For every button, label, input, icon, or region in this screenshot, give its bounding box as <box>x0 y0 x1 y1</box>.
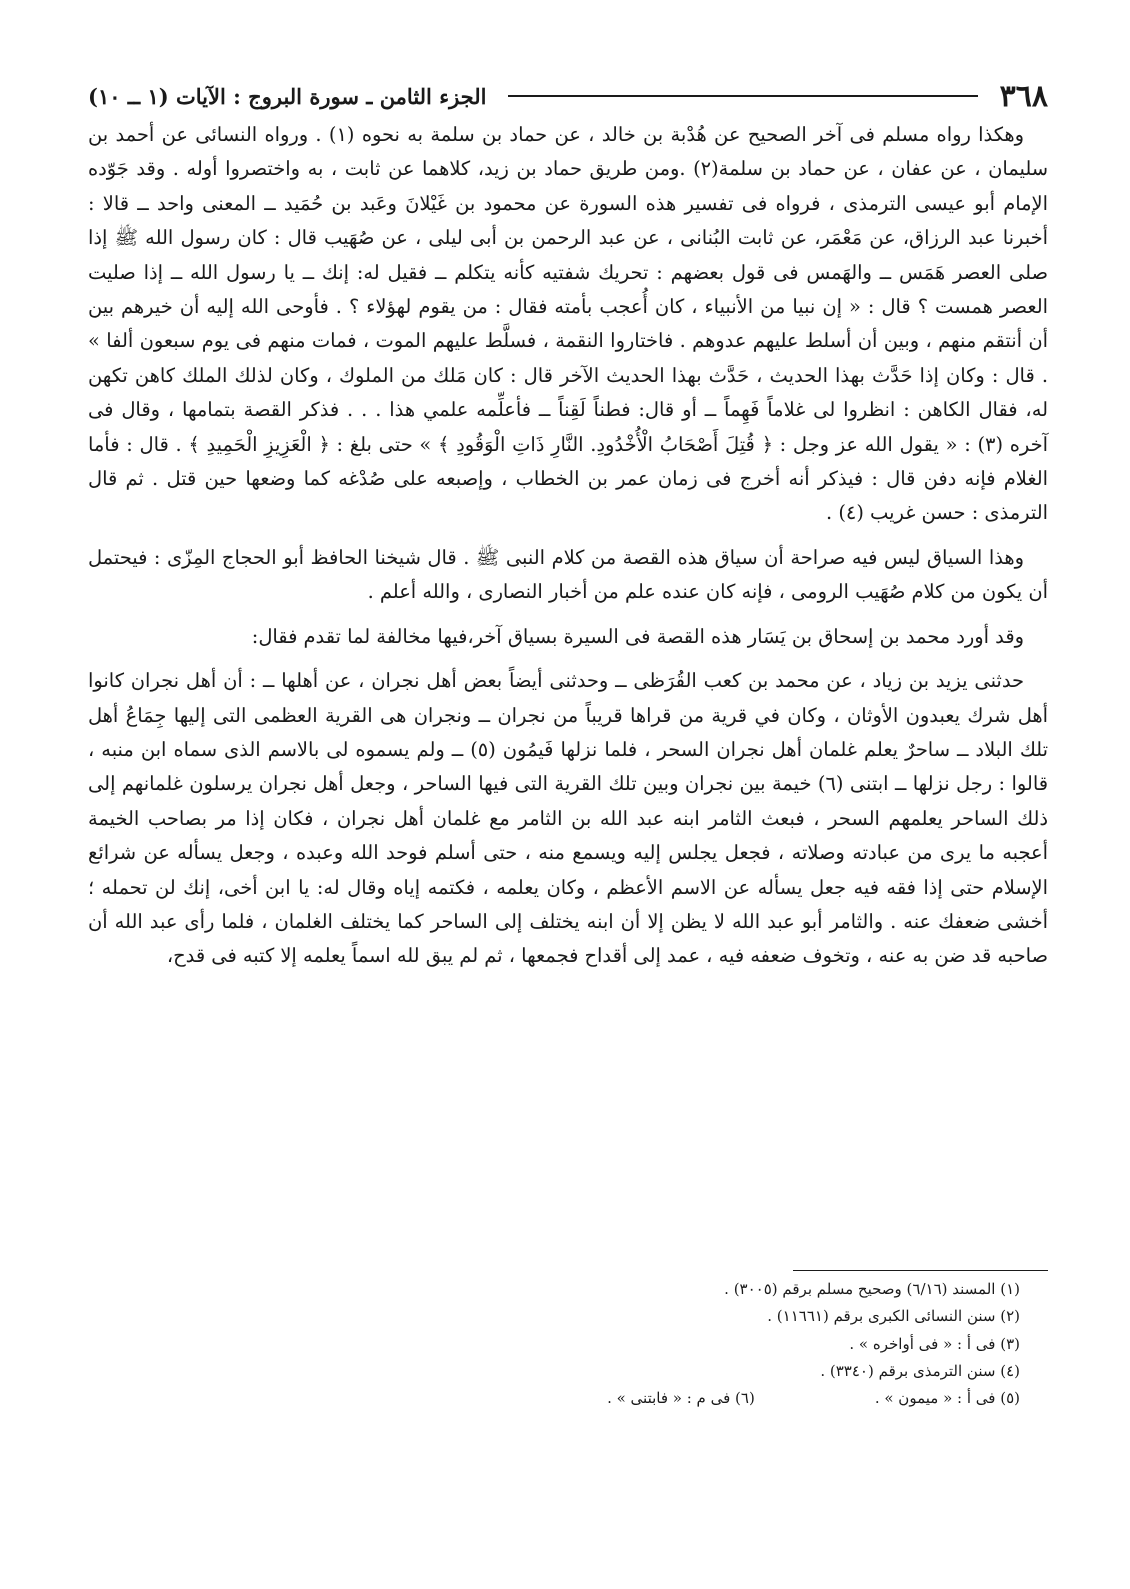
main-text <box>88 118 1048 974</box>
footnote: (٦) فى م : « فابتنى » . <box>607 1389 755 1408</box>
footnotes <box>88 1276 1048 1412</box>
page-number: ٣٦٨ <box>999 78 1048 114</box>
header-rule <box>508 95 977 97</box>
footnote: (٥) فى أ : « ميمون » . <box>874 1389 1020 1408</box>
footnote: (٣) فى أ : « فى أواخره » . <box>849 1334 1020 1353</box>
footnote: (٢) سنن النسائى الكبرى برقم (١١٦٦١) . <box>767 1307 1020 1326</box>
running-title: الجزء الثامن ـ سورة البروج : الآيات (١ ــ ١٠) <box>88 83 487 109</box>
footnote-row <box>88 1385 1048 1412</box>
page-header <box>88 74 1048 118</box>
paragraph: وهكذا رواه مسلم فى آخر الصحيح عن هُدْبة بن خالد ، عن حماد بن سلمة به نحوه (١) . ورواه النسائى عن أحمد بن سليمان ، عن عفان ، عن حماد بن سلمة(٢) .ومن طريق حماد بن زيد، كلاهما عن ثابت ، به واختصروا أوله . وقد جَوّده الإمام أبو عيسى الترمذى ، فرواه فى تفسير هذه السورة عن محمود بن غَيْلانَ وعَبد بن حُمَيد ــ المعنى واحد ــ قالا : أخبرنا عبد الرزاق، عن مَعْمَر، عن ثابت البُنانى ، عن عبد الرحمن بن أبى ليلى ، عن صُهَيب قال : كان رسول الله ﷺ إذا صلى العصر هَمَس ــ والهَمس فى قول بعضهم : تحريك شفتيه كأنه يتكلم ــ فقيل له: إنك ــ يا رسول الله ــ إذا صليت العصر همست ؟ قال : « إن نبيا من الأنبياء ، كان أُعجب بأمته فقال : من يقوم لهؤلاء ؟ . فأوحى الله إليه أن خيرهم بين أن أنتقم منهم ، وبين أن أسلط عليهم عدوهم . فاختاروا النقمة ، فسلَّط عليهم الموت ، فمات منهم فى يوم سبعون ألفا » . قال : وكان إذا حَدَّث بهذا الحديث ، حَدَّث بهذا الحديث الآخر قال : كان مَلك من الملوك ، وكان لذلك الملك كاهن تكهن له، فقال الكاهن : انظروا لى غلاماً فَهِماً ــ أو قال: فطناً لَقِناً ــ فأعلِّمه علمي هذا . . . فذكر القصة بتمامها ، وقال فى آخره (٣) : « يقول الله عز وجل : ﴿ قُتِلَ أَصْحَابُ الْأُخْدُودِ. النَّارِ ذَاتِ الْوَقُودِ ﴾ » حتى بلغ : ﴿ الْعَزِيزِ الْحَمِيدِ ﴾ . قال : فأما الغلام فإنه دفن قال : فيذكر أنه أخرج فى زمان عمر بن الخطاب ، وإصبعه على صُدْغه كما وضعها حين قتل . ثم قال الترمذى : حسن غريب (٤) . <box>88 123 1049 525</box>
paragraph: وقد أورد محمد بن إسحاق بن يَسَار هذه القصة فى السيرة بسياق آخر،فيها مخالفة لما تقدم فقال: <box>251 624 1024 648</box>
paragraph: حدثنى يزيد بن زياد ، عن محمد بن كعب القُرَظى ــ وحدثنى أيضاً بعض أهل نجران ، عن أهلها ــ : أن أهل نجران كانوا أهل شرك يعبدون الأوثان ، وكان في قرية من قراها قريباً من نجران ــ ونجران هى القرية العظمى التى إليها جِمَاعُ أهل تلك البلاد ــ ساحرٌ يعلم غلمان أهل نجران السحر ، فلما نزلها فَيمُون (٥) ــ ولم يسموه لى بالاسم الذى سماه ابن منبه ، قالوا : رجل نزلها ــ ابتنى (٦) خيمة بين نجران وبين تلك القرية التى فيها الساحر ، وجعل أهل نجران يرسلون غلمانهم إلى ذلك الساحر يعلمهم السحر ، فبعث الثامر ابنه عبد الله بن الثامر مع غلمان أهل نجران ، فكان إذا مر بصاحب الخيمة أعجبه ما يرى من عبادته وصلاته ، فجعل يجلس إليه ويسمع منه ، حتى أسلم فوحد الله وعبده ، وجعل يسأله عن شرائع الإسلام حتى إذا فقه فيه جعل يسأله عن الاسم الأعظم ، وكان يعلمه ، فكتمه إياه وقال له: يا ابن أخى، إنك لن تحمله ؛ أخشى ضعفك عنه . والثامر أبو عبد الله لا يظن إلا أن ابنه يختلف إلى الساحر كما يختلف الغلمان ، فلما رأى عبد الله أن صاحبه قد ضن به عنه ، وتخوف ضعفه فيه ، عمد إلى أقداح فجمعها ، ثم لم يبق لله اسماً يعلمه إلا كتبه فى قدح، <box>88 669 1048 968</box>
footnote: (٤) سنن الترمذى برقم (٣٣٤٠) . <box>820 1361 1020 1380</box>
paragraph: وهذا السياق ليس فيه صراحة أن سياق هذه القصة من كلام النبى ﷺ . قال شيخنا الحافظ أبو الحجاج المِزّى : فيحتمل أن يكون من كلام صُهَيب الرومى ، فإنه كان عنده علم من أخبار النصارى ، والله أعلم . <box>88 545 1048 604</box>
footnote: (١) المسند (٦/١٦) وصحيح مسلم برقم (٣٠٠٥) . <box>724 1280 1020 1298</box>
footnotes-divider <box>793 1270 1048 1271</box>
